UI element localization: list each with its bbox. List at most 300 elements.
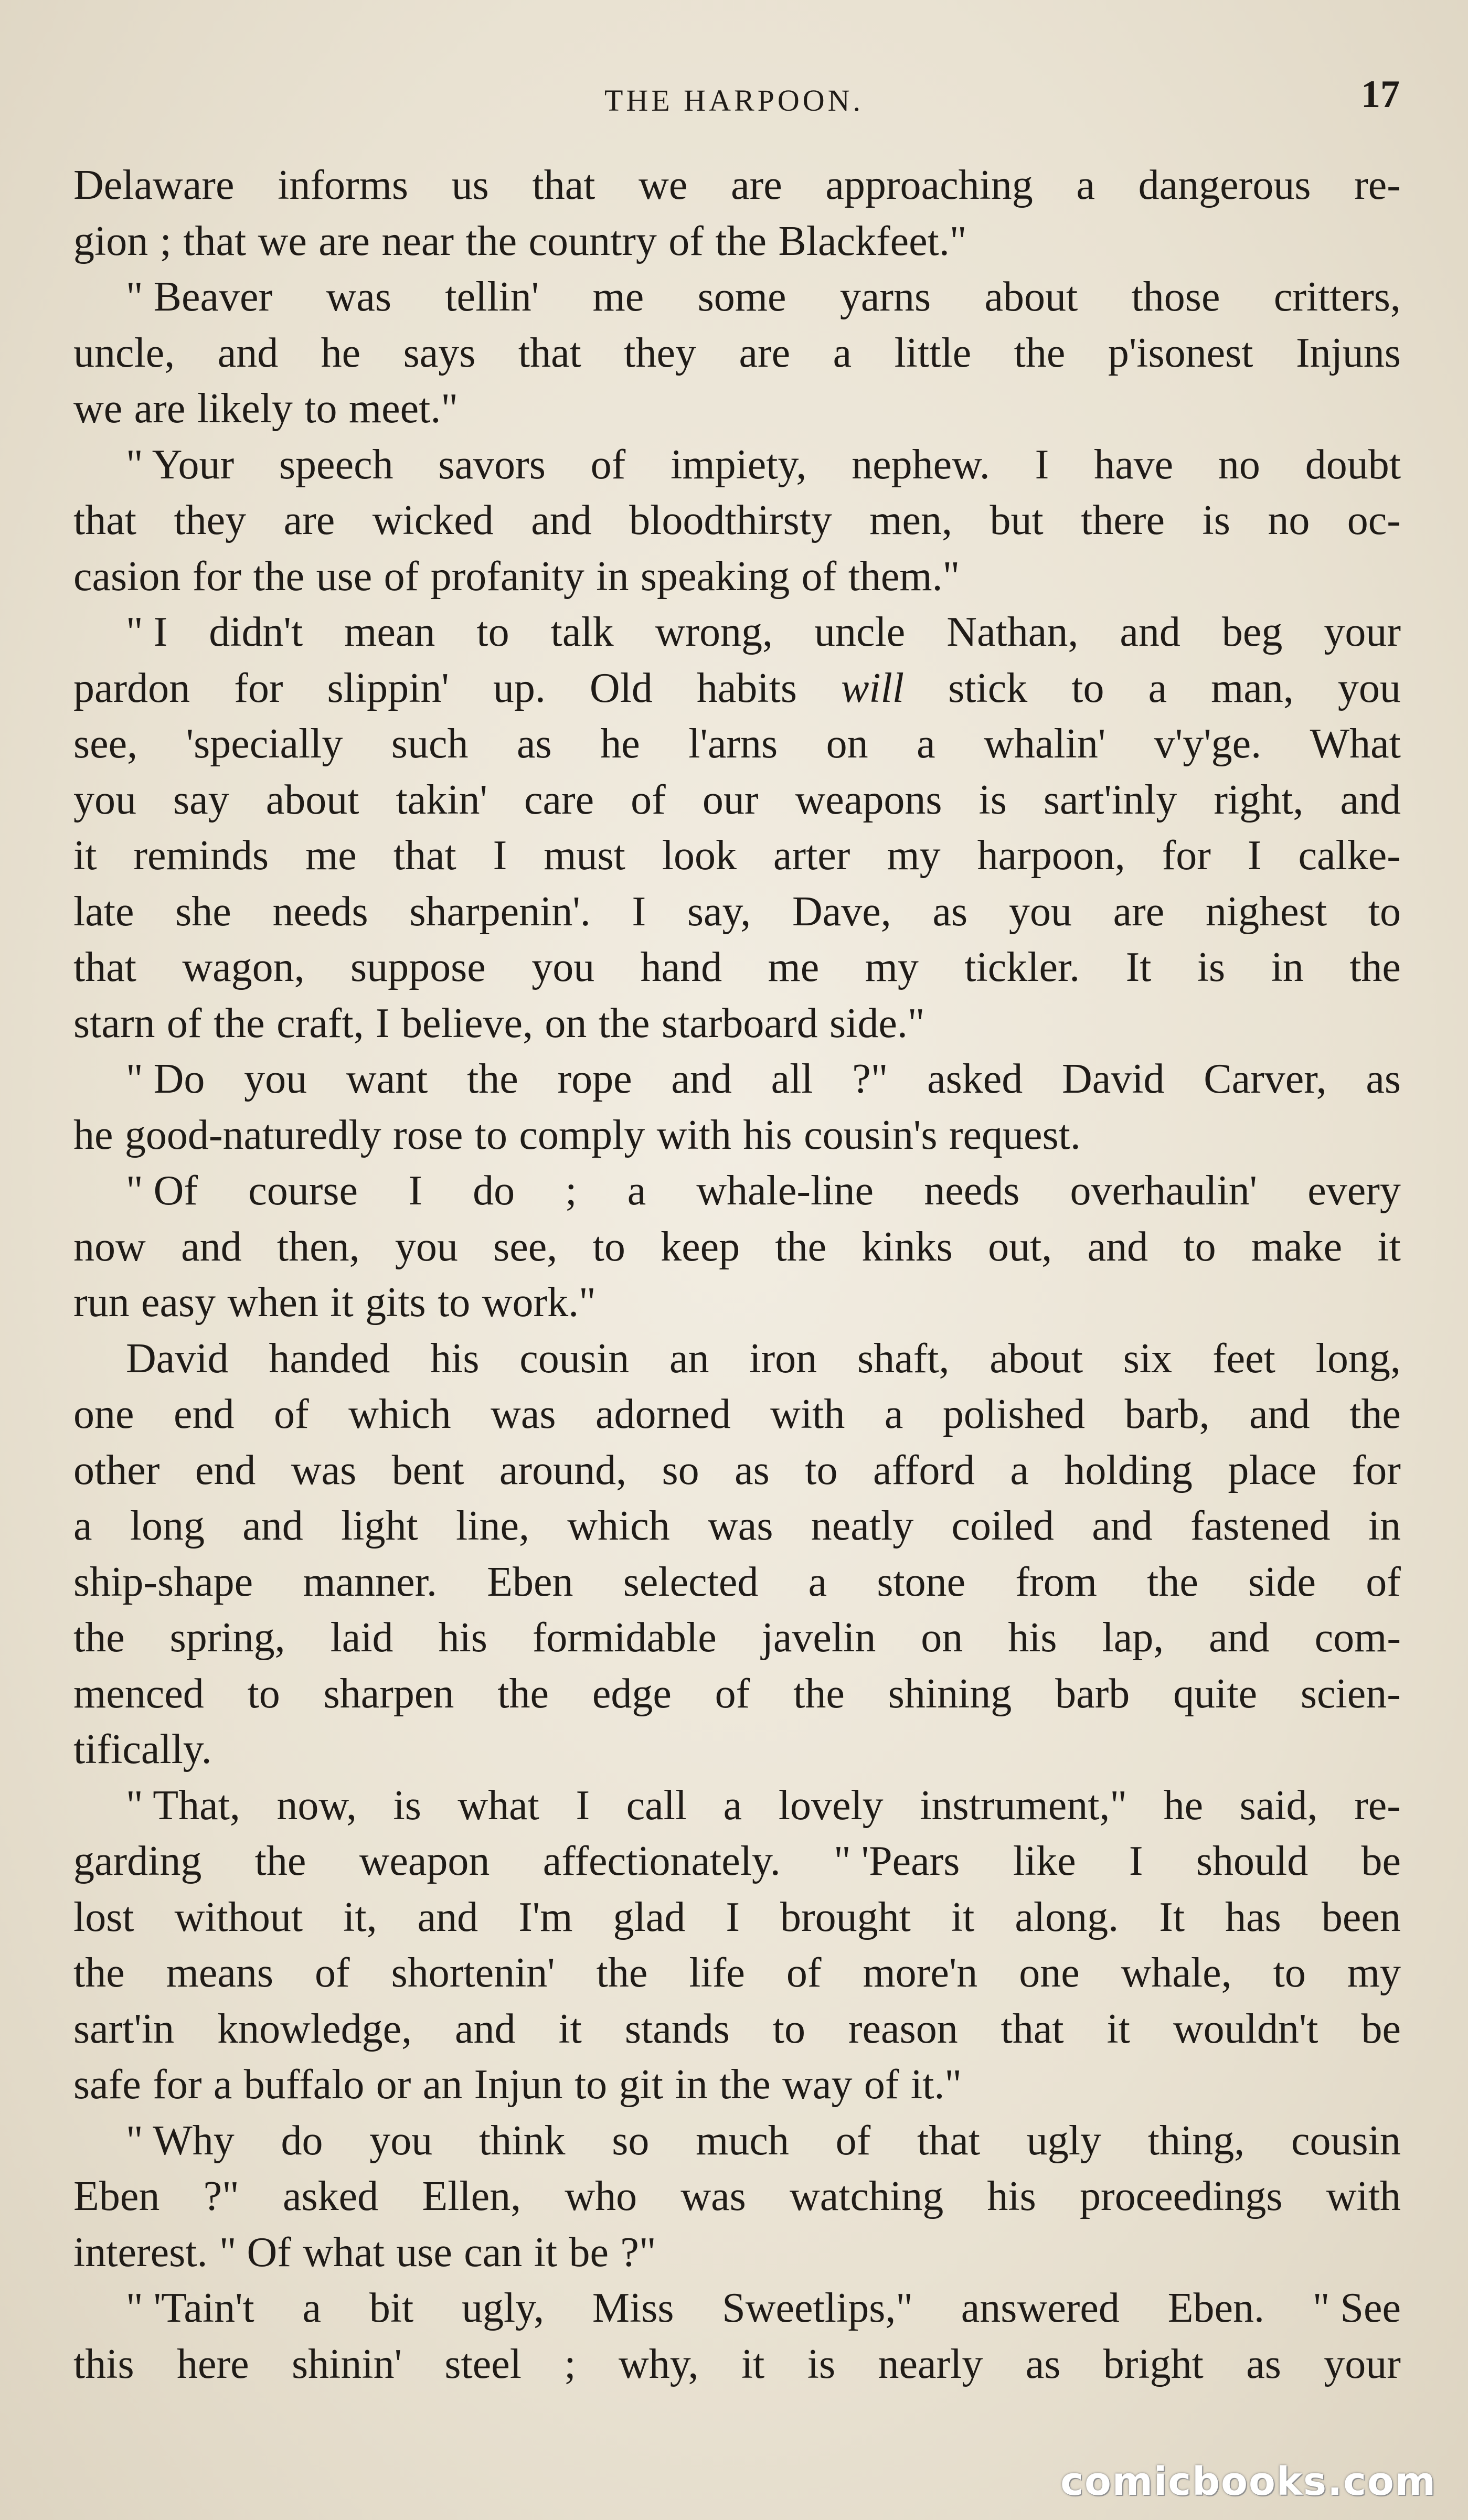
page-number: 17 (1361, 73, 1400, 116)
word: instrument," (920, 1782, 1127, 1829)
word: she (175, 888, 231, 935)
text-line (73, 1833, 1401, 1889)
word: gits (365, 1279, 426, 1326)
word: of (631, 776, 666, 823)
word: it (741, 2341, 765, 2387)
word: whale-line (696, 1168, 874, 1214)
word: the (467, 1056, 518, 1102)
word: sharpen (323, 1670, 454, 1717)
word: suppose (350, 944, 486, 990)
word: that (73, 497, 136, 543)
word: them." (848, 553, 960, 600)
word: the (598, 1000, 650, 1047)
word: tickler. (964, 944, 1080, 990)
word: here (176, 2341, 249, 2387)
word: the (775, 1223, 827, 1270)
word: speaking (640, 553, 790, 600)
word: informs (278, 162, 408, 208)
word: and (417, 1894, 478, 1940)
word: more'n (863, 1950, 978, 1996)
word: they (624, 329, 697, 376)
word: I (375, 1000, 390, 1047)
word: barb, (1124, 1391, 1210, 1437)
word: your (1324, 609, 1401, 655)
word: for (1352, 1447, 1401, 1493)
text-line (73, 1163, 1401, 1219)
word: your (1324, 2341, 1401, 2387)
word: can (464, 2229, 523, 2276)
word: " See (1312, 2285, 1401, 2331)
word: he (321, 329, 361, 376)
word: call (626, 1782, 687, 1829)
word: about (265, 776, 359, 823)
word: my (887, 832, 941, 879)
word: was (708, 1503, 773, 1549)
text-line (73, 269, 1401, 325)
word: the (715, 218, 767, 264)
word: the (719, 2062, 771, 2108)
word: " Do (126, 1056, 205, 1102)
word: impiety, (671, 441, 807, 488)
word: it (73, 832, 97, 879)
word: be (1361, 2005, 1401, 2052)
word: it (1377, 1223, 1401, 1270)
word: why, (618, 2341, 699, 2387)
running-head: THE HARPOON. (604, 83, 864, 118)
word: all (771, 1056, 813, 1102)
word: with (656, 1112, 731, 1158)
word: it." (910, 2062, 962, 2108)
text-line (73, 1498, 1401, 1554)
word: kinks (861, 1223, 953, 1270)
word: sart'inly (1043, 776, 1177, 823)
word: stick (948, 665, 1028, 711)
word: bent (391, 1447, 464, 1493)
word: manner. (303, 1558, 437, 1605)
word: you (73, 776, 136, 823)
word: such (391, 721, 469, 767)
word: to (247, 1670, 280, 1717)
word: says (403, 329, 476, 376)
word: of (864, 2062, 899, 2108)
word: look (662, 832, 737, 879)
word: " Of (219, 2229, 291, 2276)
word: I'm (518, 1894, 573, 1940)
word: shining (888, 1670, 1012, 1717)
word: it (951, 1894, 975, 1940)
word: watching (789, 2173, 944, 2219)
word: use (396, 2229, 452, 2276)
word: takin' (396, 776, 487, 823)
word: weapons (795, 776, 942, 823)
word: thing, (1147, 2117, 1245, 2164)
word: nearly (878, 2341, 983, 2387)
word: have (1094, 441, 1174, 488)
word: cousin (1291, 2117, 1401, 2164)
word: of (384, 553, 419, 600)
word: us (451, 162, 489, 208)
word: brought (780, 1894, 911, 1940)
word: light (341, 1503, 418, 1549)
word: feet (1212, 1335, 1275, 1382)
word: the (596, 1950, 648, 1996)
word: is (1197, 944, 1226, 990)
text-line (73, 1275, 1401, 1331)
word: life (689, 1950, 745, 1996)
word: for (192, 553, 242, 600)
word: which (567, 1503, 670, 1549)
word: and (242, 1503, 303, 1549)
word: and (1087, 1223, 1148, 1270)
word: re- (1354, 1782, 1401, 1829)
word: as (1246, 2341, 1281, 2387)
word: Carver, (1204, 1056, 1327, 1102)
word: ; (565, 1168, 577, 1214)
word: adorned (595, 1391, 731, 1437)
watermark: comicbooks.com (1060, 2459, 1437, 2504)
word: with (1326, 2173, 1401, 2219)
word: cousin (519, 1335, 630, 1382)
word: overhaulin' (1070, 1168, 1258, 1214)
word: no (1218, 441, 1260, 488)
word: was (291, 1447, 357, 1493)
word: use (316, 553, 373, 600)
text-line (73, 2225, 1401, 2281)
word: we (639, 162, 688, 208)
word: menced (73, 1670, 204, 1717)
word: Injuns (1295, 329, 1401, 376)
text-line (73, 1554, 1401, 1610)
word: ; (159, 218, 172, 264)
word: but (990, 497, 1044, 543)
word: ?" (620, 2229, 656, 2276)
word: that (393, 832, 456, 879)
word: as (1025, 2341, 1061, 2387)
word: rose (393, 1112, 463, 1158)
word: he (600, 721, 640, 767)
word: be (569, 2229, 609, 2276)
word: place (1228, 1447, 1317, 1493)
word: formidable (532, 1615, 717, 1661)
word: " That, (126, 1782, 240, 1829)
word: Dave, (792, 888, 891, 935)
word: Nathan, (946, 609, 1079, 655)
word: right, (1214, 776, 1304, 823)
word: those (1131, 274, 1220, 320)
word: and (181, 1223, 242, 1270)
word: bit (369, 2285, 414, 2331)
text-line (73, 1051, 1401, 1107)
word: are (134, 386, 186, 432)
word: say, (687, 888, 751, 935)
word: his (987, 2173, 1036, 2219)
word: ?" (852, 1056, 888, 1102)
text-line (73, 604, 1401, 660)
word: handed (269, 1335, 390, 1382)
word: stone (877, 1558, 966, 1605)
word: has (1225, 1894, 1281, 1940)
word: they (174, 497, 247, 543)
word: want (346, 1056, 428, 1102)
word: fastened (1190, 1503, 1331, 1549)
word: casion (73, 553, 181, 600)
word: other (73, 1447, 160, 1493)
word: said, (1239, 1782, 1318, 1829)
word: tellin' (445, 274, 539, 320)
word: as (1366, 1056, 1401, 1102)
word: I (1247, 832, 1262, 879)
text-line (73, 828, 1401, 884)
word: are (739, 329, 791, 376)
word: a (627, 1168, 646, 1214)
word: and (1092, 1503, 1153, 1549)
word: the (1014, 329, 1066, 376)
word: a (723, 1782, 742, 1829)
word: think (479, 2117, 566, 2164)
text-line (73, 1778, 1401, 1834)
word: will (841, 665, 905, 711)
word: some (697, 274, 786, 320)
word: sharpenin'. (409, 888, 591, 935)
word: end (195, 1447, 256, 1493)
word: this (73, 2341, 134, 2387)
word: savors (438, 441, 546, 488)
word: yarns (839, 274, 931, 320)
word: without (174, 1894, 303, 1940)
text-line (73, 939, 1401, 996)
word: to (1273, 1950, 1306, 1996)
word: didn't (209, 609, 303, 655)
word: speech (279, 441, 393, 488)
word: the (465, 218, 517, 264)
word: no (1268, 497, 1310, 543)
word: is (393, 1782, 421, 1829)
word: It (1159, 1894, 1185, 1940)
word: of (786, 1950, 822, 1996)
word: in (1271, 944, 1304, 990)
word: and (671, 1056, 732, 1102)
word: you (531, 944, 595, 990)
text-line (73, 437, 1401, 493)
word: in (675, 2062, 708, 2108)
word: needs (272, 888, 368, 935)
word: Eben (73, 2173, 160, 2219)
word: see, (493, 1223, 558, 1270)
word: who (565, 2173, 637, 2219)
word: you (1008, 888, 1072, 935)
word: craft, (276, 1000, 364, 1047)
word: it (330, 1279, 354, 1326)
word: been (1321, 1894, 1401, 1940)
text-line (73, 884, 1401, 940)
word: be (1361, 1838, 1401, 1884)
word: arter (773, 832, 850, 879)
word: I (1035, 441, 1049, 488)
text-line (73, 660, 1401, 717)
word: the (1349, 1391, 1401, 1437)
word: of (668, 218, 704, 264)
word: meet." (348, 386, 459, 432)
word: and (1209, 1615, 1270, 1661)
word: javelin (761, 1615, 876, 1661)
word: the (254, 1838, 306, 1884)
word: along. (1015, 1894, 1119, 1940)
word: course (248, 1168, 358, 1214)
word: do (281, 2117, 323, 2164)
word: of (801, 553, 837, 600)
word: me (768, 944, 820, 990)
word: near (381, 218, 454, 264)
text-line (73, 325, 1401, 381)
word: p'isonest (1108, 329, 1253, 376)
text-line (73, 1331, 1401, 1387)
word: I (408, 1168, 422, 1214)
word: is (1202, 497, 1230, 543)
word: uncle (814, 609, 906, 655)
word: Injun (474, 2062, 563, 2108)
word: gion (73, 218, 148, 264)
word: oc- (1347, 497, 1401, 543)
word: that (183, 218, 247, 264)
word: " 'Pears (834, 1838, 960, 1884)
word: Old (589, 665, 653, 711)
word: one (73, 1391, 134, 1437)
word: I (1129, 1838, 1143, 1884)
word: stands (624, 2005, 730, 2052)
word: calke- (1298, 832, 1401, 879)
word: are (1113, 888, 1165, 935)
word: ugly, (462, 2285, 545, 2331)
word: a (833, 329, 852, 376)
word: re- (1354, 162, 1401, 208)
word: as (517, 721, 552, 767)
word: end (174, 1391, 235, 1437)
word: a (1076, 162, 1095, 208)
word: to (304, 386, 337, 432)
word: wagon, (182, 944, 305, 990)
word: and (1120, 609, 1180, 655)
word: and (1340, 776, 1401, 823)
word: lovely (778, 1782, 884, 1829)
text-line (73, 1610, 1401, 1666)
word: it (534, 2229, 558, 2276)
word: hand (640, 944, 722, 990)
word: as (932, 888, 968, 935)
text-line (73, 1945, 1401, 2001)
word: that (917, 2117, 981, 2164)
word: much (696, 2117, 789, 2164)
word: his (743, 1112, 792, 1158)
word: are (283, 497, 335, 543)
word: to (1368, 888, 1401, 935)
word: must (544, 832, 625, 879)
word: for (153, 2062, 202, 2108)
word: on (826, 721, 868, 767)
word: Miss (592, 2285, 674, 2331)
word: a (213, 2062, 232, 2108)
word: was (326, 274, 391, 320)
word: a (302, 2285, 322, 2331)
word: in (1368, 1503, 1401, 1549)
word: bright (1103, 2341, 1204, 2387)
word: long (130, 1503, 205, 1549)
text-line (73, 2113, 1401, 2169)
word: Sweetlips," (722, 2285, 913, 2331)
word: me (592, 274, 644, 320)
word: late (73, 888, 134, 935)
word: you (1337, 665, 1401, 711)
word: a (808, 1558, 827, 1605)
word: git (619, 2062, 664, 2108)
word: every (1307, 1168, 1401, 1214)
word: starn (73, 1000, 155, 1047)
word: about (990, 1335, 1083, 1382)
word: a (1010, 1447, 1029, 1493)
word: I (576, 1782, 590, 1829)
word: Blackfeet." (778, 218, 967, 264)
word: rope (557, 1056, 632, 1102)
word: pardon (73, 665, 190, 711)
word: little (894, 329, 972, 376)
word: the (793, 1670, 845, 1717)
text-line (73, 549, 1401, 605)
word: the (253, 553, 305, 600)
word: to (438, 1279, 471, 1326)
word: of (1366, 1558, 1401, 1605)
word: it (1107, 2005, 1130, 2052)
word: is (978, 776, 1007, 823)
word: the (213, 1000, 265, 1047)
word: dangerous (1138, 162, 1311, 208)
page-header (0, 73, 1468, 131)
word: to (1071, 665, 1104, 711)
word: asked (927, 1056, 1023, 1102)
text-line (73, 381, 1401, 437)
word: was (491, 1391, 556, 1437)
word: nighest (1205, 888, 1327, 935)
word: that (532, 162, 595, 208)
word: one (1019, 1950, 1080, 1996)
word: profanity (430, 553, 584, 600)
word: for (1162, 832, 1211, 879)
word: ; (564, 2341, 576, 2387)
word: are (731, 162, 782, 208)
word: of (835, 2117, 871, 2164)
word: what (303, 2229, 385, 2276)
word: garding (73, 1838, 202, 1884)
word: what (458, 1782, 539, 1829)
text-line (73, 2336, 1401, 2393)
word: request. (949, 1112, 1081, 1158)
word: holding (1064, 1447, 1193, 1493)
word: neatly (811, 1503, 914, 1549)
word: it (558, 2005, 582, 2052)
word: reminds (133, 832, 269, 879)
word: say (173, 776, 229, 823)
word: care (524, 776, 594, 823)
word: bloodthirsty (629, 497, 832, 543)
word: reason (848, 2005, 958, 2052)
word: from (1015, 1558, 1097, 1605)
word: to (592, 1223, 625, 1270)
word: I (632, 888, 646, 935)
text-line (73, 213, 1401, 270)
word: slippin' (327, 665, 449, 711)
word: wrong, (655, 609, 773, 655)
word: harpoon, (977, 832, 1125, 879)
word: buffalo (243, 2062, 365, 2108)
word: " Beaver (126, 274, 273, 320)
